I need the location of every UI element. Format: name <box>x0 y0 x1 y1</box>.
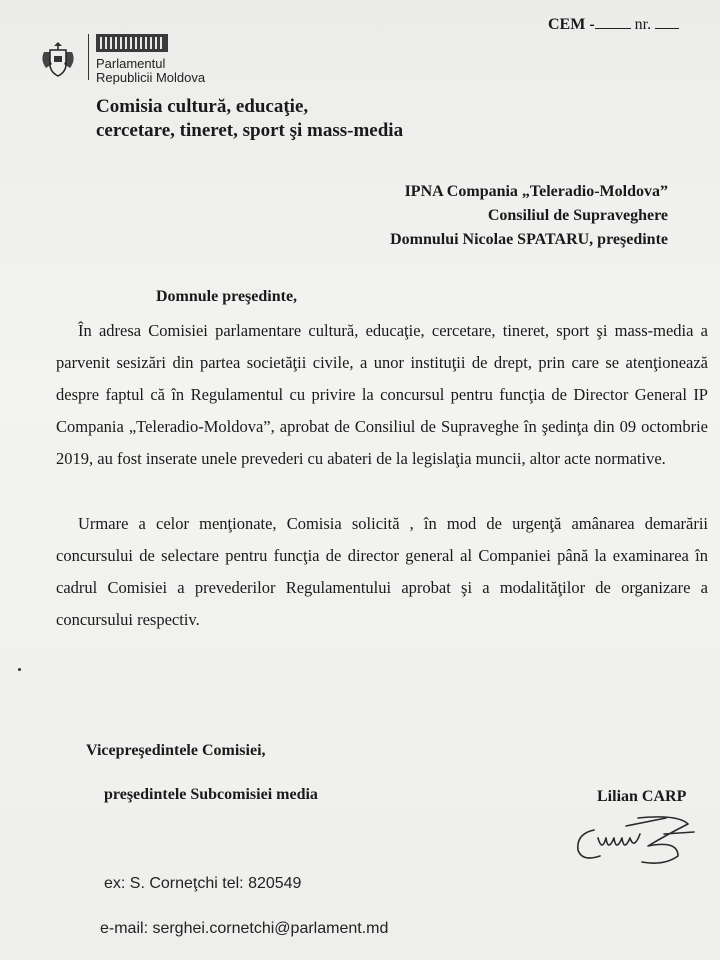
executor-email: e-mail: serghei.cornetchi@parlament.md <box>100 920 389 937</box>
reference-cem: CEM - <box>548 16 595 33</box>
signatory-title-1: Vicepreşedintele Comisiei, <box>86 742 266 759</box>
body-paragraph-1: În adresa Comisiei parlamentare cultură, educaţie, cercetare, tineret, sport şi mass-media a parvenit sesizări din partea societăţii civile, a unor instituţii de drept, prin care se atenţionează despre faptul că în Regulamentul cu privire la concursul pentru funcţia de Director General IP Compania „Teleradio-Moldova”, aprobat de Consiliul de Supraveghe în şedinţa din 09 octombrie 2019, au fost inserate unele prevederi cu abateri de la legislaţia muncii, altor acte normative. <box>56 321 708 468</box>
organization-line-1: Parlamentul <box>96 56 166 71</box>
executor-contact: ex: S. Corneţchi tel: 820549 <box>104 875 302 892</box>
addressee-block <box>390 180 668 252</box>
organization-line-2: Republicii Moldova <box>96 70 206 85</box>
reference-nr: nr. <box>634 16 652 33</box>
stray-mark <box>18 668 21 671</box>
reference-cem-blank <box>595 28 631 29</box>
body-paragraph-2: Urmare a celor menţionate, Comisia solicită , în mod de urgenţă amânarea demarării concursului de selectare pentru funcţia de director general al Companiei până la examinarea în cadrul Comisiei a prevederilor Regulamentului aprobat şi a modalităţilor de organizare a concursului respectiv. <box>56 514 708 629</box>
reference-nr-blank <box>655 28 679 29</box>
handwritten-signature <box>568 808 708 872</box>
moldova-coat-of-arms-icon <box>38 38 78 82</box>
addressee-line-1: IPNA Compania „Teleradio-Moldova” <box>404 183 668 200</box>
signatory-title-2: preşedintele Subcomisiei media <box>104 786 318 803</box>
logo-divider <box>88 34 89 80</box>
salutation: Domnule preşedinte, <box>156 288 298 305</box>
committee-line-2: cercetare, tineret, sport şi mass-media <box>96 120 404 141</box>
reference-number <box>548 16 679 34</box>
organization-name <box>96 57 205 85</box>
signer-name: Lilian CARP <box>597 788 687 805</box>
parliament-building-icon <box>96 32 168 54</box>
addressee-line-3: Domnului Nicolae SPATARU, preşedinte <box>390 231 668 248</box>
committee-title <box>96 95 403 143</box>
addressee-line-2: Consiliul de Supraveghere <box>487 207 668 224</box>
committee-line-1: Comisia cultură, educaţie, <box>96 96 309 117</box>
